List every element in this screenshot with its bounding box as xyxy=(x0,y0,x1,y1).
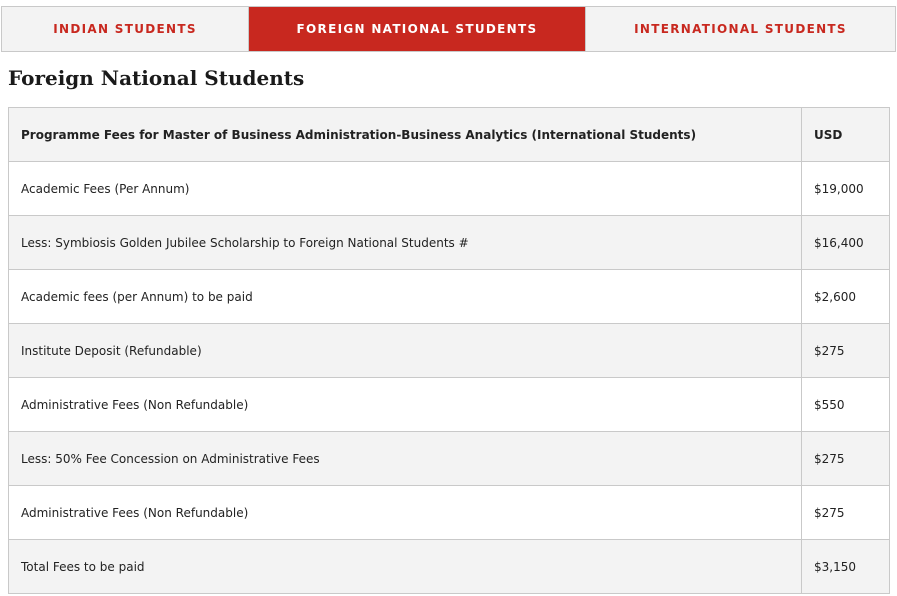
fees-table xyxy=(8,107,890,594)
table-row xyxy=(9,162,890,216)
fee-label: Total Fees to be paid xyxy=(9,540,802,594)
table-row xyxy=(9,378,890,432)
fee-amount: $2,600 xyxy=(802,270,890,324)
fee-label: Administrative Fees (Non Refundable) xyxy=(9,486,802,540)
tab-indian-students[interactable]: INDIAN STUDENTS xyxy=(2,7,248,51)
student-category-tabs xyxy=(1,6,896,52)
fee-label: Academic fees (per Annum) to be paid xyxy=(9,270,802,324)
table-row xyxy=(9,324,890,378)
table-row xyxy=(9,432,890,486)
fee-amount: $3,150 xyxy=(802,540,890,594)
fee-label: Less: Symbiosis Golden Jubilee Scholarship to Foreign National Students # xyxy=(9,216,802,270)
fee-amount: $275 xyxy=(802,432,890,486)
fee-amount: $550 xyxy=(802,378,890,432)
header-programme-fees: Programme Fees for Master of Business Administration-Business Analytics (International Students) xyxy=(9,108,802,162)
fee-label: Less: 50% Fee Concession on Administrative Fees xyxy=(9,432,802,486)
tab-foreign-national-students[interactable]: FOREIGN NATIONAL STUDENTS xyxy=(248,7,585,51)
table-header-row xyxy=(9,108,890,162)
fee-amount: $275 xyxy=(802,324,890,378)
fee-amount: $19,000 xyxy=(802,162,890,216)
header-currency: USD xyxy=(802,108,890,162)
table-row xyxy=(9,216,890,270)
fee-label: Administrative Fees (Non Refundable) xyxy=(9,378,802,432)
section-heading: Foreign National Students xyxy=(8,66,305,90)
fee-label: Institute Deposit (Refundable) xyxy=(9,324,802,378)
fee-amount: $275 xyxy=(802,486,890,540)
tab-international-students[interactable]: INTERNATIONAL STUDENTS xyxy=(585,7,895,51)
fee-label: Academic Fees (Per Annum) xyxy=(9,162,802,216)
table-row xyxy=(9,270,890,324)
fee-amount: $16,400 xyxy=(802,216,890,270)
table-row-total xyxy=(9,540,890,594)
table-row xyxy=(9,486,890,540)
